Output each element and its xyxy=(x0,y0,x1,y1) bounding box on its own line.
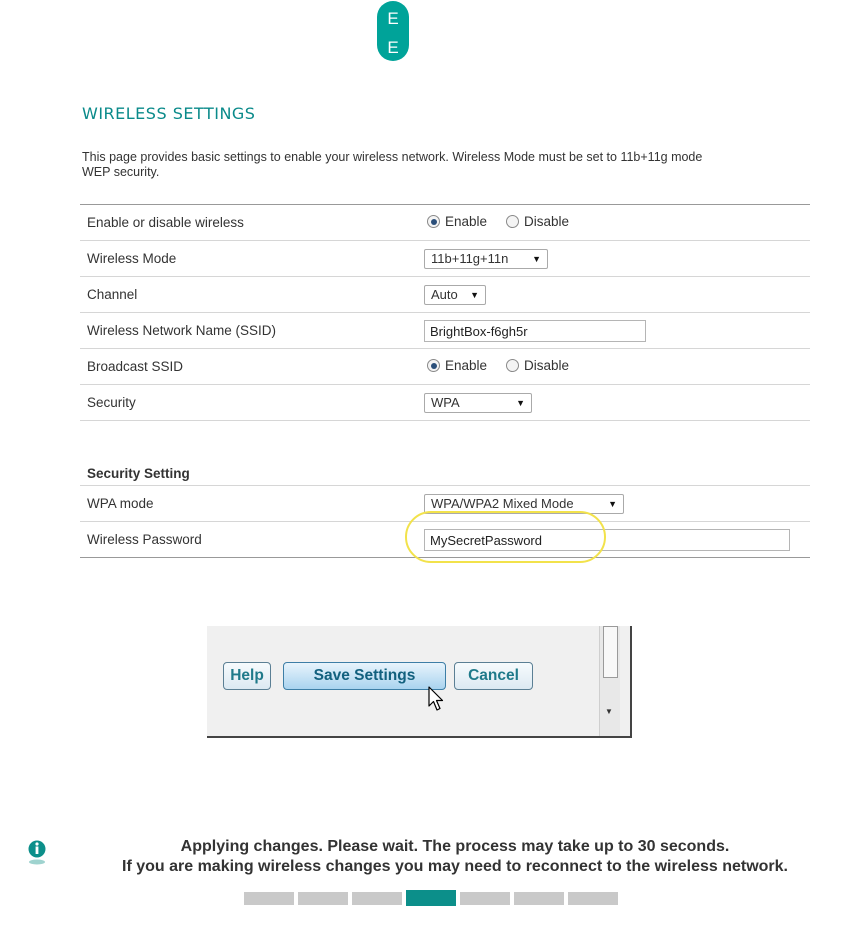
security-value: WPA xyxy=(431,395,460,410)
row-wireless-mode xyxy=(80,241,810,277)
intro-text xyxy=(82,150,822,180)
page-title: WIRELESS SETTINGS xyxy=(82,104,256,123)
broadcast-ssid-label: Broadcast SSID xyxy=(80,349,420,385)
progress-segment xyxy=(568,892,618,905)
svg-text:E: E xyxy=(387,38,399,57)
scrollbar[interactable] xyxy=(599,626,620,736)
security-setting-heading: Security Setting xyxy=(80,455,810,486)
help-button[interactable]: Help xyxy=(223,662,271,690)
row-channel xyxy=(80,277,810,313)
scrollbar-thumb[interactable] xyxy=(603,626,618,678)
wpa-mode-select[interactable] xyxy=(424,494,624,514)
wpa-mode-label: WPA mode xyxy=(80,486,420,522)
channel-label: Channel xyxy=(80,277,420,313)
intro-line-1: This page provides basic settings to enable your wireless network. Wireless Mode must be set to 11b+11g mode xyxy=(82,150,703,164)
buttons-inset-panel xyxy=(207,626,632,738)
notice-line-2: If you are making wireless changes you may need to reconnect to the wireless network. xyxy=(122,858,788,875)
broadcast-ssid-radio-group xyxy=(424,358,569,373)
mouse-cursor-icon xyxy=(428,686,446,712)
ee-logo xyxy=(375,0,411,64)
broadcast-enable-radio[interactable] xyxy=(427,359,440,372)
info-icon xyxy=(28,838,46,866)
progress-segment xyxy=(352,892,402,905)
ssid-input[interactable]: BrightBox-f6gh5r xyxy=(424,320,646,342)
scroll-down-arrow-icon[interactable]: ▼ xyxy=(605,707,613,716)
chevron-down-icon: ▼ xyxy=(532,253,541,264)
cancel-button[interactable]: Cancel xyxy=(454,662,533,690)
security-setting-table xyxy=(80,455,810,558)
chevron-down-icon: ▼ xyxy=(608,498,617,509)
chevron-down-icon: ▼ xyxy=(516,397,525,408)
wireless-password-label: Wireless Password xyxy=(80,522,420,558)
progress-segment xyxy=(244,892,294,905)
wireless-settings-table xyxy=(80,204,810,421)
enable-wireless-radio[interactable] xyxy=(427,215,440,228)
security-label: Security xyxy=(80,385,420,421)
wireless-mode-label: Wireless Mode xyxy=(80,241,420,277)
row-ssid xyxy=(80,313,810,349)
row-broadcast-ssid xyxy=(80,349,810,385)
progress-segment xyxy=(406,890,456,906)
wireless-mode-value: 11b+11g+11n xyxy=(431,251,509,266)
ssid-label: Wireless Network Name (SSID) xyxy=(80,313,420,349)
enable-wireless-label: Enable or disable wireless xyxy=(80,205,420,241)
row-wpa-mode xyxy=(80,486,810,522)
row-security xyxy=(80,385,810,421)
enable-option-label: Enable xyxy=(445,214,488,229)
chevron-down-icon: ▼ xyxy=(470,289,479,300)
broadcast-disable-label: Disable xyxy=(524,358,570,373)
row-wireless-password xyxy=(80,522,810,558)
security-setting-header-row xyxy=(80,455,810,486)
save-settings-button[interactable]: Save Settings xyxy=(283,662,446,690)
intro-line-2: WEP security. xyxy=(82,165,160,179)
progress-segment xyxy=(298,892,348,905)
wireless-mode-select[interactable] xyxy=(424,249,548,269)
svg-text:E: E xyxy=(387,9,399,28)
notice-line-1: Applying changes. Please wait. The process may take up to 30 seconds. xyxy=(180,838,730,855)
security-select[interactable] xyxy=(424,393,532,413)
applying-changes-notice xyxy=(60,837,850,877)
disable-option-label: Disable xyxy=(524,214,570,229)
progress-indicator xyxy=(244,892,618,906)
wireless-password-input[interactable]: MySecretPassword xyxy=(424,529,790,551)
channel-value: Auto xyxy=(431,287,458,302)
wpa-mode-value: WPA/WPA2 Mixed Mode xyxy=(431,496,574,511)
row-enable-wireless xyxy=(80,205,810,241)
disable-wireless-radio[interactable] xyxy=(506,215,519,228)
progress-segment xyxy=(514,892,564,905)
broadcast-enable-label: Enable xyxy=(445,358,488,373)
progress-segment xyxy=(460,892,510,905)
enable-wireless-radio-group xyxy=(424,214,569,229)
channel-select[interactable] xyxy=(424,285,486,305)
broadcast-disable-radio[interactable] xyxy=(506,359,519,372)
